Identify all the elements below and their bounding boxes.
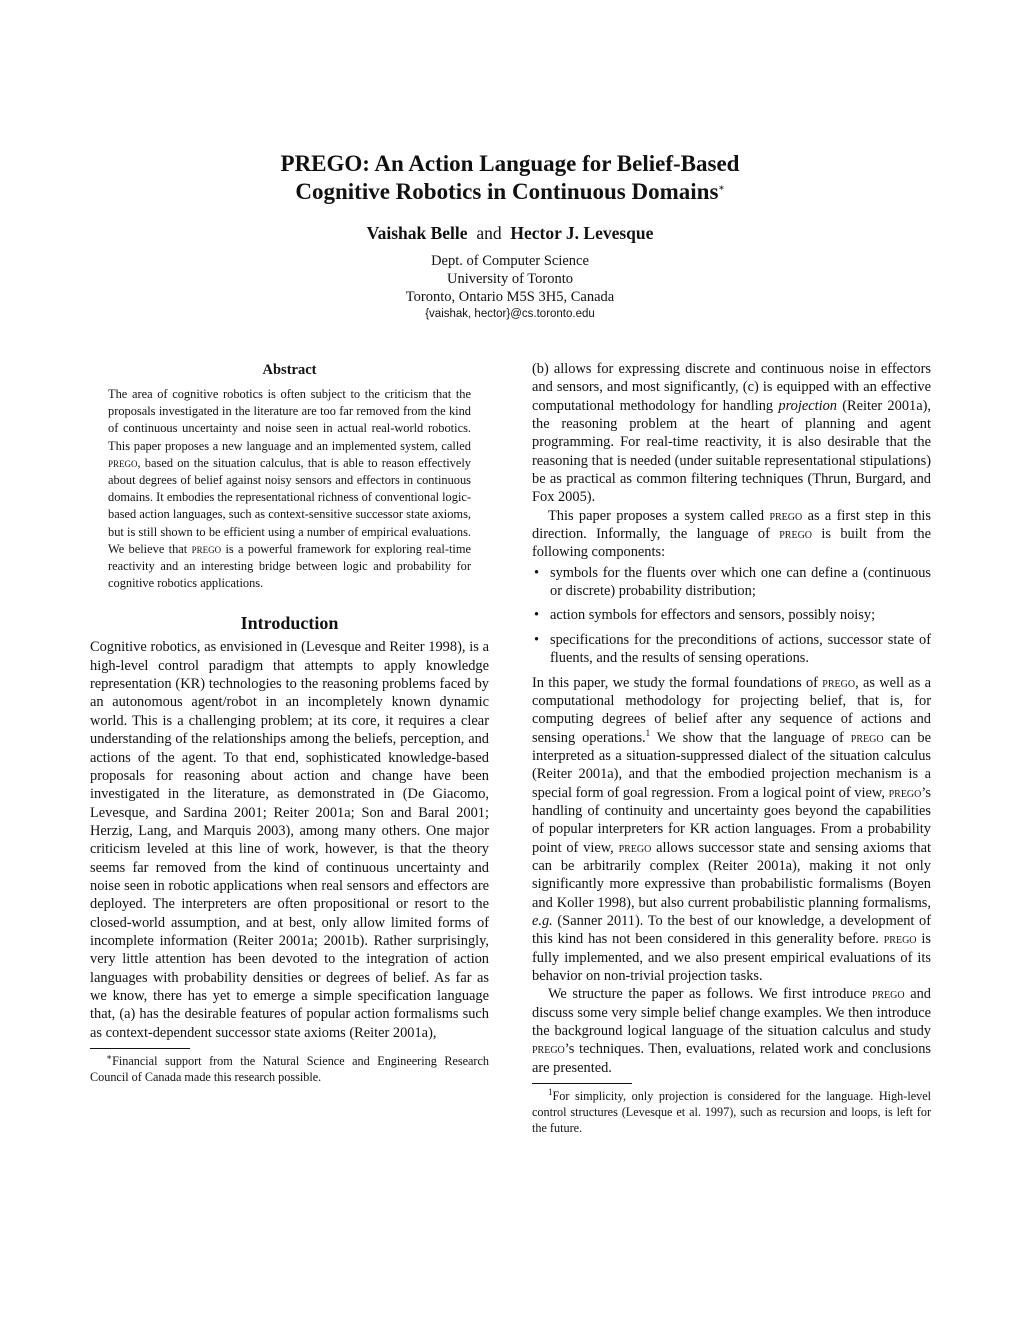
left-column [90, 360, 489, 1085]
right-paragraph-3 [532, 674, 931, 986]
affil-email: {vaishak, hector}@cs.toronto.edu [425, 308, 595, 320]
footnote-right-text: For simplicity, only projection is considered for the language. High-level control structures (Levesque et al. 1997), such as recursion and loops, is left for the future. [532, 1089, 931, 1136]
authors [0, 222, 1020, 244]
rp1-b: (Reiter 2001a), the reasoning problem at the heart of planning and agent programming. For real-time reactivity, it is also desirable that the reasoning that is needed (under suitable representational stipulations) be as practical as common filtering techniques (Thrun, Burgard, and Fox 2005). [532, 397, 931, 506]
rp3-prego-4: prego [618, 839, 652, 856]
rp3-prego-3: prego [888, 784, 922, 801]
rp4-prego-1: prego [871, 986, 905, 1003]
rp3-prego-1: prego [822, 674, 856, 691]
footnote-left [90, 1053, 489, 1085]
abstract-part-a: The area of cognitive robotics is often subject to the criticism that the proposals investigated in the literature are too far removed from the kind of continuous uncertainty and noise seen in actual real-world robotics. This paper proposes a new language and an implemented system, called [108, 387, 471, 453]
abstract-prego-2: prego [191, 541, 222, 556]
rp2-c: is built from the following components: [532, 526, 931, 561]
rp3-eg: e.g. [532, 912, 553, 929]
right-paragraph-4 [532, 985, 931, 1077]
component-list [532, 564, 931, 668]
bullet-1-text: symbols for the fluents over which one can define a (continuous or discrete) probability distribution; [550, 564, 931, 600]
rp2-a: This paper proposes a system called [548, 507, 770, 524]
affil-dept: Dept. of Computer Science [431, 253, 589, 269]
rp1-projection: projection [778, 397, 837, 414]
right-column [532, 360, 931, 1136]
paper-title [0, 150, 1020, 206]
rp3-f: allows successor state and sensing axioms that can be arbitrarily complex (Reiter 2001a), making it not only significantly more expressive than probabilistic formalisms (Boyen and Koller 1998), but also current probabilistic planning formalisms, [532, 839, 932, 911]
rp2-prego-1: prego [769, 507, 803, 524]
abstract-heading: Abstract [262, 362, 317, 378]
bullet-icon: • [534, 564, 540, 581]
rp3-a: In this paper, we study the formal foundations of [532, 674, 823, 691]
rp3-prego-5: prego [883, 931, 917, 948]
rp3-footnote-mark: 1 [645, 727, 651, 738]
title-footnote-mark: ∗ [718, 182, 725, 193]
rp3-c: We show that the language of [650, 729, 851, 746]
rp4-c: ’s techniques. Then, evaluations, related work and conclusions are presented. [532, 1041, 931, 1076]
title-line-1: PREGO: An Action Language for Belief-Based [280, 151, 740, 176]
rp3-d: can be interpreted as a situation-suppressed dialect of the situation calculus (Reiter 2001a), and that the embodied projection mechanism is a special form of goal regression. From a logical point of view, [532, 729, 931, 801]
footnote-right-mark: 1 [548, 1087, 553, 1097]
footnote-rule-right [532, 1083, 632, 1084]
author-and: and [476, 223, 502, 243]
footnote-rule-left [90, 1048, 190, 1049]
title-block [0, 150, 1020, 322]
rp4-prego-2: prego [532, 1041, 565, 1058]
right-paragraph-2 [532, 507, 931, 562]
footnote-left-text: Financial support from the Natural Science and Engineering Research Council of Canada made this research possible. [90, 1054, 489, 1084]
list-item [532, 631, 931, 668]
affil-city: Toronto, Ontario M5S 3H5, Canada [405, 289, 615, 305]
rp1-a: (b) allows for expressing discrete and continuous noise in effectors and sensors, and most significantly, (c) is equipped with an effective computational methodology for handling [532, 361, 931, 414]
intro-paragraph-1: Cognitive robotics, as envisioned in (Levesque and Reiter 1998), is a high-level control paradigm that attempts to apply knowledge representation (KR) technologies to the reasoning problems faced by an autonomous agent/robot in an incompletely known dynamic world. This is a challenging problem; at its core, it requires a clear understanding of the relationships among the beliefs, perception, and actions of the agent. To that end, sophisticated knowledge-based proposals for reasoning about action and change have been investigated in the literature, as demonstrated in (De Giacomo, Levesque, and Sardina 2001; Reiter 2001a; Son and Baral 2001; Herzig, Lang, and Marquis 2003), among many others. One major criticism leveled at this line of work, however, is that the theory seems far removed from the kind of continuous uncertainty and noise seen in robotic applications when real sensors and effectors are deployed. The interpreters are often propositional or resort to the closed-world assumption, and at best, only allow limited forms of incomplete information (Reiter 2001a; 2001b). Rather surprisingly, very little attention has been devoted to the integration of action languages with probability densities or degrees of belief. As far as we know, there has yet to emerge a simple specification language that, (a) has the desirable features of popular action formalisms such as context-dependent successor state axioms (Reiter 2001a), [90, 639, 489, 1041]
rp4-a: We structure the paper as follows. We first introduce [548, 986, 872, 1003]
abstract-prego-1: prego [108, 455, 138, 470]
right-paragraph-1 [532, 360, 931, 507]
rp3-prego-2: prego [850, 729, 884, 746]
affil-univ: University of Toronto [447, 271, 573, 287]
rp3-g: (Sanner 2011). To the best of our knowledge, a development of this kind has not been considered in this generality before. [532, 912, 931, 948]
abstract-part-b: , based on the situation calculus, that is able to reason effectively about degrees of belief against noisy sensors and effectors in continuous domains. It embodies the representational richness of conventional logic-based action languages, such as context-sensitive successor state axioms, but is still shown to be efficient using a number of empirical evaluations. We believe that [108, 455, 472, 556]
title-line-2: Cognitive Robotics in Continuous Domains [295, 179, 719, 204]
affiliation [0, 252, 1020, 322]
rp3-e: ’s handling of continuity and uncertainty goes beyond the capabilities of popular interpreters for KR action languages. From a probability point of view, [532, 784, 931, 856]
abstract-part-c: is a powerful framework for exploring real-time reactivity and an interesting bridge between logic and probability for cognitive robotics applications. [108, 541, 471, 591]
list-item [532, 606, 931, 624]
bullet-icon: • [534, 631, 540, 648]
bullet-3-text: specifications for the preconditions of actions, successor state of fluents, and the results of sensing operations. [550, 631, 931, 667]
author-2: Hector J. Levesque [510, 223, 654, 243]
rp2-prego-2: prego [779, 526, 813, 543]
rp2-b: as a first step in this direction. Informally, the language of [532, 507, 931, 543]
rp4-b: and discuss some very simple belief change examples. We then introduce the background logical language of the situation calculus and study [532, 986, 931, 1040]
footnote-left-mark: ∗ [106, 1051, 113, 1062]
introduction-heading: Introduction [240, 613, 339, 634]
rp3-h: is fully implemented, and we also present empirical evaluations of its behavior on non-trivial projection tasks. [532, 931, 931, 984]
bullet-icon: • [534, 607, 540, 624]
abstract-text [108, 386, 471, 592]
author-1: Vaishak Belle [366, 223, 468, 243]
footnote-right [532, 1088, 931, 1136]
bullet-2-text: action symbols for effectors and sensors, possibly noisy; [550, 607, 876, 624]
rp3-b: , as well as a computational methodology for projecting belief, that is, for computing degrees of belief after any sequence of actions and sensing operations. [532, 674, 931, 746]
list-item [532, 564, 931, 601]
